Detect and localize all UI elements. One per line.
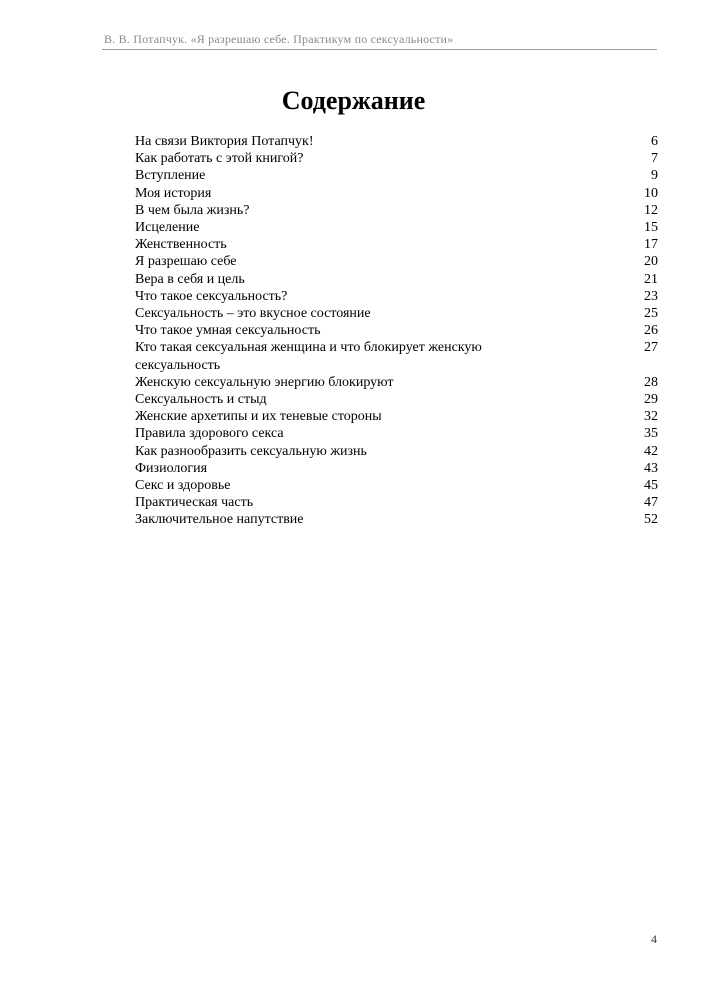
toc-entry[interactable] [135,494,658,511]
toc-entry-label: Женскую сексуальную энергию блокируют [135,374,394,390]
toc-entry-page: 32 [644,409,658,425]
toc-entry-label: На связи Виктория Потапчук! [135,134,314,149]
toc-entry-label: Сексуальность – это вкусное состояние [135,306,371,322]
toc-entry-page: 25 [644,306,658,322]
toc-entry-page: 42 [644,443,658,459]
toc-entry-label: Что такое сексуальность? [135,288,288,304]
running-header: В. В. Потапчук. «Я разрешаю себе. Практикум по сексуальности» [104,32,454,46]
toc-entry[interactable] [135,288,658,305]
page-title: Содержание [281,86,426,115]
page-number: 4 [651,932,657,946]
toc-entry[interactable] [135,408,658,425]
toc-entry-label: Сексуальность и стыд [135,392,267,408]
toc-entry[interactable] [135,133,658,150]
toc-entry[interactable] [135,305,658,322]
toc-entry-page: 52 [644,512,658,528]
toc-entry-label: Правила здорового секса [135,426,284,442]
toc-entry[interactable] [135,253,658,270]
toc-entry[interactable] [135,219,658,236]
toc-entry-page: 26 [644,323,658,339]
toc-entry-page: 17 [644,237,658,253]
toc-entry[interactable] [135,425,658,442]
toc-entry[interactable] [135,374,658,391]
header-divider [102,49,657,50]
toc-entry-label: Физиология [135,460,208,476]
toc-entry-page: 43 [644,460,658,476]
toc-entry-label: Женственность [135,237,227,253]
toc-entry-label: Практическая часть [135,495,254,511]
toc-entry[interactable] [135,460,658,477]
toc-entry-page: 12 [644,202,658,218]
toc-entry[interactable] [135,271,658,288]
toc-entry[interactable] [135,339,658,373]
toc-entry-page: 27 [644,340,658,356]
toc-entry-page: 6 [651,134,658,149]
toc-entry[interactable] [135,202,658,219]
toc-entry-label: Вера в себя и цель [135,271,245,287]
toc-entry[interactable] [135,477,658,494]
toc-entry[interactable] [135,150,658,167]
toc-entry-label: Женские архетипы и их теневые стороны [135,409,382,425]
toc-entry-label: Секс и здоровье [135,478,231,494]
toc-entry-label: В чем была жизнь? [135,202,250,218]
toc-entry-page: 47 [644,495,658,511]
toc-entry-label: Заключительное напутствие [135,512,304,528]
toc-entry-label: Я разрешаю себе [135,254,237,270]
toc-entry[interactable] [135,167,658,184]
toc-entry[interactable] [135,236,658,253]
toc-entry-page: 29 [644,392,658,408]
toc-entry-label: Моя история [135,185,212,201]
toc-entry-label: Кто такая сексуальная женщина и что блокирует женскую сексуальность [135,340,482,373]
toc-entry[interactable] [135,443,658,460]
toc-entry-page: 10 [644,185,658,201]
toc-entry[interactable] [135,511,658,528]
toc-entry-page: 35 [644,426,658,442]
toc-entry-page: 23 [644,288,658,304]
toc-entry-page: 9 [651,168,658,184]
toc-entry-label: Исцеление [135,220,200,236]
toc-entry[interactable] [135,391,658,408]
toc-entry-page: 7 [651,151,658,167]
toc-entry-page: 21 [644,271,658,287]
toc-entry-label: Как разнообразить сексуальную жизнь [135,443,367,459]
toc-entry-page: 28 [644,374,658,390]
toc-entry[interactable] [135,185,658,202]
toc-entry-label: Вступление [135,168,206,184]
toc-entry-label: Как работать с этой книгой? [135,151,304,167]
toc-entry[interactable] [135,322,658,339]
toc-entry-page: 20 [644,254,658,270]
toc-entry-label: Что такое умная сексуальность [135,323,321,339]
table-of-contents [135,133,658,529]
toc-entry-page: 45 [644,478,658,494]
toc-entry-page: 15 [644,220,658,236]
